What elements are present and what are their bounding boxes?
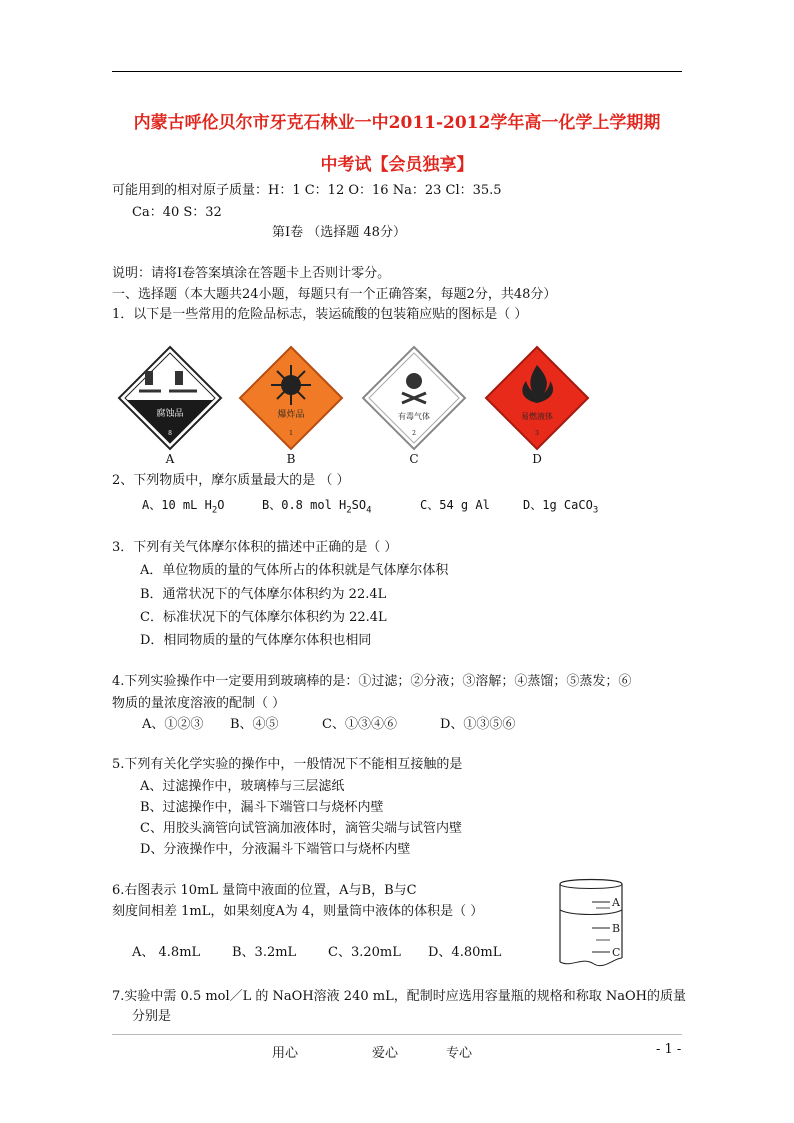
q2-option-c: C、54 g Al — [420, 498, 490, 512]
footer-item-yongxin: 用心 — [272, 1046, 299, 1061]
sign-label-a: A — [165, 452, 175, 466]
toxic-gas-class-number: 2 — [412, 430, 416, 437]
q4-option-a: A、①②③ — [142, 717, 204, 732]
corrosive-class-number: 8 — [168, 430, 172, 437]
q6-option-c: C、3.20mL — [328, 945, 401, 960]
q4-option-d: D、①③⑤⑥ — [440, 717, 516, 732]
sign-label-b: B — [286, 452, 296, 466]
q5-option-b: B、过滤操作中，漏斗下端管口与烧杯内壁 — [140, 800, 384, 815]
explosive-caption: 爆炸品 — [277, 410, 305, 420]
footer-rule — [112, 1034, 682, 1035]
corrosive-caption: 腐蚀品 — [156, 409, 184, 419]
question-7-line2: 分别是 — [132, 1009, 172, 1024]
q2-option-a: A、10 mL $H_2O$ — [142, 498, 225, 516]
question-5: 5.下列有关化学实验的操作中，一般情况下不能相互接触的是 — [112, 757, 463, 772]
question-4-line1: 4.下列实验操作中一定要用到玻璃棒的是：①过滤；②分液；③溶解；④蒸馏；⑤蒸发；⑥ — [112, 674, 632, 689]
cylinder-mark-a: A — [612, 896, 620, 909]
q6-option-d: D、4.80mL — [428, 945, 502, 960]
flammable-caption: 易燃液体 — [521, 412, 553, 421]
toxic-gas-sign-icon — [361, 345, 467, 451]
sign-label-d: D — [532, 452, 542, 466]
page-number: - 1 - — [656, 1042, 682, 1057]
q5-option-a: A、过滤操作中，玻璃棒与三层滤纸 — [140, 779, 345, 794]
q6-option-b: B、3.2mL — [232, 945, 297, 960]
q2-option-b: B、0.8 mol $H_2SO_4$ — [262, 498, 372, 516]
toxic-gas-caption: 有毒气体 — [398, 412, 430, 421]
flammable-class-number: 3 — [535, 430, 539, 437]
corrosive-sign-icon — [117, 345, 223, 451]
question-6-line2: 刻度间相差 1mL，如果刻度A为 4，则量筒中液体的体积是（ ） — [112, 904, 484, 919]
q5-option-c: C、用胶头滴管向试管滴加液体时，滴管尖端与试管内壁 — [140, 821, 462, 836]
cylinder-mark-b: B — [612, 922, 621, 935]
document-title-line2: 中考试【会员独享】 — [320, 155, 474, 175]
explosive-sign-icon — [238, 345, 344, 451]
instruction-note: 说明：请将Ⅰ卷答案填涂在答题卡上否则计零分。 — [112, 266, 391, 281]
q4-option-b: B、④⑤ — [230, 717, 279, 732]
flammable-liquid-sign-icon — [484, 345, 590, 451]
q6-option-a: A、 4.8mL — [132, 945, 201, 960]
section-heading: 一、选择题（本大题共24小题，每题只有一个正确答案，每题2分，共48分） — [112, 287, 557, 302]
q3-option-b: B．通常状况下的气体摩尔体积约为 22.4L — [140, 587, 387, 602]
volume-title: 第Ⅰ卷 （选择题 48分） — [272, 225, 406, 240]
q3-option-d: D．相同物质的量的气体摩尔体积也相同 — [140, 633, 372, 648]
question-3: 3．下列有关气体摩尔体积的描述中正确的是（ ） — [112, 540, 398, 555]
footer-item-zhuanxin: 专心 — [446, 1046, 473, 1061]
q3-option-c: C．标准状况下的气体摩尔体积约为 22.4L — [140, 610, 387, 625]
question-4-line2: 物质的量浓度溶液的配制（ ） — [112, 696, 286, 711]
top-rule — [112, 71, 682, 72]
sign-label-c: C — [409, 452, 419, 466]
footer-item-aixin: 爱心 — [372, 1046, 399, 1061]
question-7-line1: 7.实验中需 0.5 mol／L 的 NaOH溶液 240 mL，配制时应选用容量瓶的规格和称取 NaOH的质量 — [112, 989, 686, 1004]
document-title-line1: 内蒙古呼伦贝尔市牙克石林业一中2011-2012学年高一化学上学期期 — [133, 113, 661, 133]
graduated-cylinder-figure — [552, 872, 632, 972]
q2-option-d: D、1g CaCO$_3$ — [523, 498, 599, 516]
q3-option-a: A．单位物质的量的气体所占的体积就是气体摩尔体积 — [140, 563, 449, 578]
question-6-line1: 6.右图表示 10mL 量筒中液面的位置，A与B，B与C — [112, 883, 417, 898]
q4-option-c: C、①③④⑥ — [322, 717, 397, 732]
cylinder-mark-c: C — [612, 946, 621, 959]
explosive-class-number: 1 — [289, 430, 293, 437]
atomic-masses-line1: 可能用到的相对原子质量：H：1 C：12 O：16 Na：23 Cl：35.5 — [112, 183, 502, 198]
question-1: 1．以下是一些常用的危险品标志，装运硫酸的包装箱应贴的图标是（ ） — [112, 307, 528, 322]
atomic-masses-line2: Ca：40 S：32 — [132, 205, 222, 220]
q5-option-d: D、分液操作中，分液漏斗下端管口与烧杯内壁 — [140, 842, 411, 857]
question-2: 2、下列物质中，摩尔质量最大的是 （ ） — [112, 473, 350, 488]
